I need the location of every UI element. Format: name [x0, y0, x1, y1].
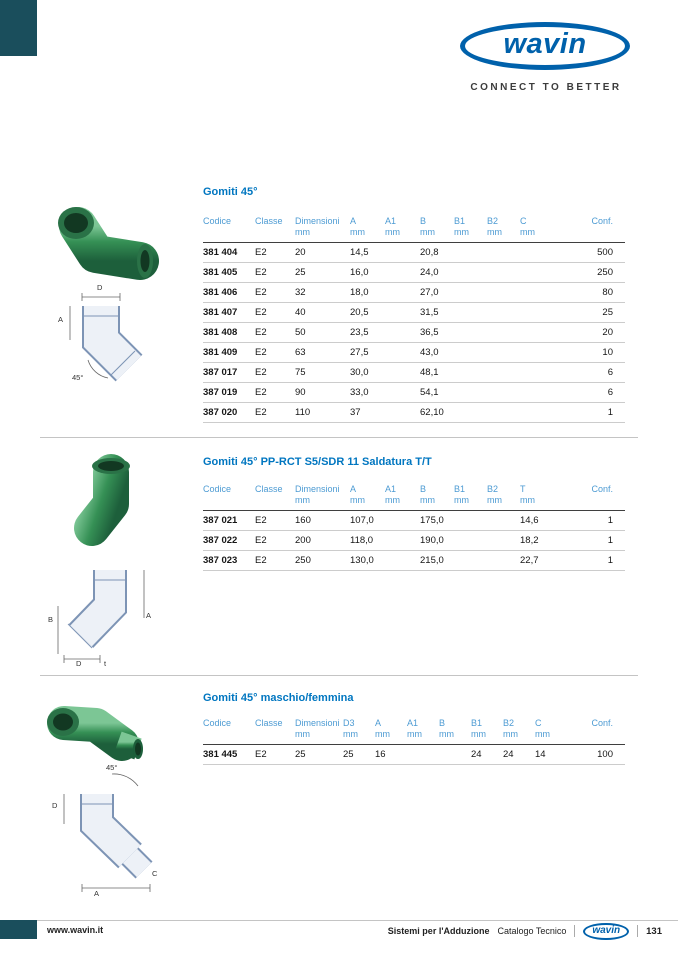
table-cell: 54,1 [420, 383, 454, 403]
dimension-label: 45° [106, 763, 118, 772]
table-cell [454, 403, 487, 423]
table-cell [487, 343, 520, 363]
table-cell [385, 403, 420, 423]
column-header: Codice [203, 216, 255, 243]
table-cell: 43,0 [420, 343, 454, 363]
brand-block [460, 22, 632, 93]
column-header: B1 mm [454, 216, 487, 243]
footer-separator [574, 925, 575, 937]
table-header-row [203, 484, 625, 511]
table-cell [487, 303, 520, 323]
table-cell: 20,5 [350, 303, 385, 323]
table-cell: 90 [295, 383, 350, 403]
table-cell [454, 363, 487, 383]
dimension-label: A [58, 315, 64, 324]
spec-table-gomiti-45-pprct [203, 484, 625, 571]
table-cell [454, 283, 487, 303]
column-header: Classe [255, 718, 295, 745]
table-cell: 25 [560, 303, 625, 323]
dimension-label: 45° [72, 373, 84, 382]
wavin-logo-text: wavin [503, 28, 587, 60]
column-header: A1 mm [385, 484, 420, 511]
table-cell: 381 406 [203, 283, 255, 303]
table-cell: 23,5 [350, 323, 385, 343]
table-cell: 62,10 [420, 403, 454, 423]
dimension-label: t [104, 659, 107, 668]
section-title: Gomiti 45° maschio/femmina [203, 692, 354, 704]
table-cell: 25 [295, 263, 350, 283]
dimension-label: A [146, 611, 152, 620]
section-title: Gomiti 45° [203, 186, 258, 198]
table-cell [520, 383, 560, 403]
footer-catalog-label: Catalogo Tecnico [497, 926, 567, 936]
wavin-logo [460, 22, 630, 70]
product-photo-gomito-45 [50, 200, 165, 295]
table-cell: 1 [560, 511, 625, 531]
table-cell: 63 [295, 343, 350, 363]
table-header-row [203, 216, 625, 243]
table-cell [407, 745, 439, 765]
wavin-footer-logo-text: wavin [592, 924, 621, 936]
technical-drawing-gomito-45 [58, 283, 170, 388]
table-cell: E2 [255, 323, 295, 343]
table-cell: 25 [295, 745, 343, 765]
corner-accent-bottom [0, 920, 37, 939]
table-cell: 14,6 [520, 511, 560, 531]
table-cell: 387 020 [203, 403, 255, 423]
table-cell: 24 [471, 745, 503, 765]
table-cell [520, 303, 560, 323]
table-cell: 37 [350, 403, 385, 423]
table-cell [385, 263, 420, 283]
column-header: B mm [439, 718, 471, 745]
column-header: Classe [255, 216, 295, 243]
table-cell [454, 263, 487, 283]
table-cell [385, 511, 420, 531]
table-cell [520, 403, 560, 423]
spec-table-gomiti-45 [203, 216, 625, 423]
table-cell: 250 [295, 551, 350, 571]
table-cell: 215,0 [420, 551, 454, 571]
dimension-label: D [76, 659, 82, 668]
table-cell: 18,2 [520, 531, 560, 551]
table-cell: 6 [560, 383, 625, 403]
column-header: A mm [350, 484, 385, 511]
table-cell [487, 363, 520, 383]
table-cell: 250 [560, 263, 625, 283]
table-cell [454, 383, 487, 403]
table-cell [385, 551, 420, 571]
table-row [203, 531, 625, 551]
column-header: A1 mm [385, 216, 420, 243]
table-cell [454, 243, 487, 263]
table-row [203, 383, 625, 403]
table-cell [385, 323, 420, 343]
table-cell: E2 [255, 363, 295, 383]
table-cell: 14,5 [350, 243, 385, 263]
table-cell: 175,0 [420, 511, 454, 531]
footer-rule [0, 920, 678, 921]
table-row [203, 363, 625, 383]
table-cell: E2 [255, 263, 295, 283]
table-cell: 24 [503, 745, 535, 765]
table-header-row [203, 718, 625, 745]
section-title: Gomiti 45° PP-RCT S5/SDR 11 Saldatura T/T [203, 456, 432, 468]
table-cell: 130,0 [350, 551, 385, 571]
table-cell: 33,0 [350, 383, 385, 403]
table-cell [520, 343, 560, 363]
column-header: B1 mm [454, 484, 487, 511]
table-cell [520, 243, 560, 263]
table-cell: 387 023 [203, 551, 255, 571]
dimension-label: C [152, 869, 158, 878]
table-cell: E2 [255, 303, 295, 323]
section-divider [40, 675, 638, 676]
table-cell [520, 263, 560, 283]
column-header: A mm [375, 718, 407, 745]
table-cell: 381 408 [203, 323, 255, 343]
table-cell: 381 409 [203, 343, 255, 363]
table-row [203, 551, 625, 571]
column-header: Dimensioni mm [295, 216, 350, 243]
table-cell: 30,0 [350, 363, 385, 383]
table-cell: 16,0 [350, 263, 385, 283]
table-cell: 1 [560, 531, 625, 551]
table-cell: 387 017 [203, 363, 255, 383]
column-header: Classe [255, 484, 295, 511]
table-cell: 381 404 [203, 243, 255, 263]
table-cell: 387 019 [203, 383, 255, 403]
table-cell: 107,0 [350, 511, 385, 531]
column-header: B mm [420, 484, 454, 511]
table-cell [385, 363, 420, 383]
technical-drawing-gomito-45-pprct [48, 558, 153, 666]
column-header: D3 mm [343, 718, 375, 745]
technical-drawing-gomito-45-mf [52, 763, 172, 898]
table-cell: 6 [560, 363, 625, 383]
table-row [203, 283, 625, 303]
column-header: C mm [535, 718, 567, 745]
table-cell: 200 [295, 531, 350, 551]
column-header: Codice [203, 484, 255, 511]
table-cell: 20 [560, 323, 625, 343]
table-cell [385, 283, 420, 303]
table-cell [487, 383, 520, 403]
table-cell: 24,0 [420, 263, 454, 283]
table-row [203, 323, 625, 343]
table-cell [520, 363, 560, 383]
table-row [203, 303, 625, 323]
column-header: B mm [420, 216, 454, 243]
column-header: Conf. [567, 718, 625, 745]
column-header: B2 mm [503, 718, 535, 745]
table-cell [520, 283, 560, 303]
table-row [203, 343, 625, 363]
table-cell: 48,1 [420, 363, 454, 383]
table-cell [385, 531, 420, 551]
table-row [203, 263, 625, 283]
dimension-label: B [48, 615, 54, 624]
table-cell: 160 [295, 511, 350, 531]
table-cell [439, 745, 471, 765]
table-cell: 14 [535, 745, 567, 765]
table-cell: 20,8 [420, 243, 454, 263]
table-cell: 190,0 [420, 531, 454, 551]
column-header: Codice [203, 718, 255, 745]
dimension-label: D [52, 801, 58, 810]
table-row [203, 511, 625, 531]
table-cell: 22,7 [520, 551, 560, 571]
table-cell: 381 445 [203, 745, 255, 765]
corner-accent-top [0, 0, 37, 56]
table-cell: 100 [567, 745, 625, 765]
table-cell: 500 [560, 243, 625, 263]
table-row [203, 403, 625, 423]
table-cell [454, 323, 487, 343]
table-row [203, 745, 625, 765]
wavin-footer-logo [583, 923, 629, 940]
spec-table-gomiti-45-mf [203, 718, 625, 765]
table-cell [454, 303, 487, 323]
section-divider [40, 437, 638, 438]
footer-right [388, 922, 662, 940]
column-header: B1 mm [471, 718, 503, 745]
table-cell: 50 [295, 323, 350, 343]
table-cell: 387 022 [203, 531, 255, 551]
product-photo-gomito-45-pprct [64, 450, 159, 550]
column-header: A1 mm [407, 718, 439, 745]
table-cell: 110 [295, 403, 350, 423]
table-cell: E2 [255, 403, 295, 423]
table-cell: 31,5 [420, 303, 454, 323]
table-cell: 25 [343, 745, 375, 765]
table-cell: E2 [255, 283, 295, 303]
table-cell [520, 323, 560, 343]
footer-series-label: Sistemi per l'Adduzione [387, 926, 490, 936]
column-header: C mm [520, 216, 560, 243]
table-cell: 40 [295, 303, 350, 323]
table-cell: 10 [560, 343, 625, 363]
table-cell [487, 243, 520, 263]
table-cell: E2 [255, 243, 295, 263]
footer-url: www.wavin.it [47, 925, 104, 935]
column-header: B2 mm [487, 484, 520, 511]
table-cell [487, 323, 520, 343]
table-cell [487, 403, 520, 423]
table-cell: 75 [295, 363, 350, 383]
table-cell: 1 [560, 551, 625, 571]
table-cell [487, 531, 520, 551]
table-cell [487, 263, 520, 283]
table-cell: 80 [560, 283, 625, 303]
column-header: Conf. [560, 216, 625, 243]
footer-separator [637, 925, 638, 937]
table-cell [454, 531, 487, 551]
table-row [203, 243, 625, 263]
table-cell: 32 [295, 283, 350, 303]
table-cell: 27,5 [350, 343, 385, 363]
table-cell: 20 [295, 243, 350, 263]
table-cell: 27,0 [420, 283, 454, 303]
table-cell [454, 343, 487, 363]
table-cell [454, 551, 487, 571]
table-cell: 387 021 [203, 511, 255, 531]
column-header: B2 mm [487, 216, 520, 243]
table-cell [385, 343, 420, 363]
table-cell: E2 [255, 531, 295, 551]
table-cell [454, 511, 487, 531]
table-cell: E2 [255, 383, 295, 403]
table-cell [385, 303, 420, 323]
column-header: T mm [520, 484, 560, 511]
table-cell: 36,5 [420, 323, 454, 343]
table-cell: 381 405 [203, 263, 255, 283]
table-cell: 1 [560, 403, 625, 423]
table-cell: 18,0 [350, 283, 385, 303]
table-cell [487, 551, 520, 571]
table-cell [487, 511, 520, 531]
column-header: A mm [350, 216, 385, 243]
dimension-label: D [97, 283, 103, 292]
table-cell [385, 383, 420, 403]
table-cell: E2 [255, 745, 295, 765]
table-cell [385, 243, 420, 263]
table-cell: 118,0 [350, 531, 385, 551]
table-cell: E2 [255, 551, 295, 571]
brand-tagline: CONNECT TO BETTER [470, 82, 622, 93]
page-number: 131 [646, 925, 662, 937]
table-cell: E2 [255, 511, 295, 531]
column-header: Conf. [560, 484, 625, 511]
table-cell [487, 283, 520, 303]
product-photo-gomito-45-mf [44, 690, 149, 772]
column-header: Dimensioni mm [295, 484, 350, 511]
table-cell: 16 [375, 745, 407, 765]
column-header: Dimensioni mm [295, 718, 343, 745]
table-cell: E2 [255, 343, 295, 363]
table-cell: 381 407 [203, 303, 255, 323]
dimension-label: A [94, 889, 100, 898]
